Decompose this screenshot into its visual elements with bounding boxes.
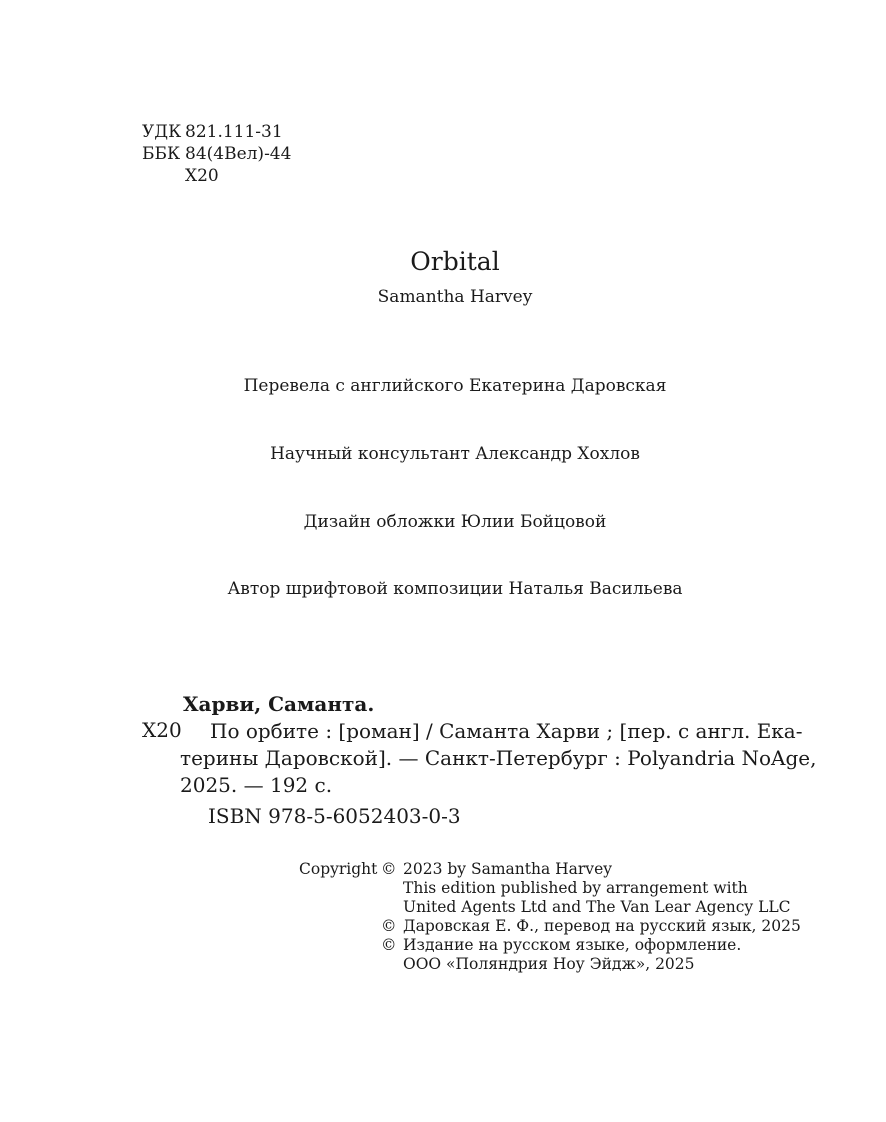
copyright-entry-2-line-1: Даровская Е. Ф., перевод на русский язык, 2025 bbox=[403, 917, 801, 935]
bbk-value: 84(4Вел)-44 bbox=[185, 144, 292, 164]
bib-author-mark: Х20 bbox=[142, 718, 182, 742]
consultant-credit: Научный консультант Александр Хохлов bbox=[270, 444, 640, 464]
copyright-entry-3-line-1: Издание на русском языке, оформление. bbox=[403, 936, 742, 954]
udk-label: УДК bbox=[142, 122, 182, 142]
copyright-entry-3-line-2: ООО «Поляндрия Ноу Эйдж», 2025 bbox=[403, 955, 695, 973]
bib-line-3: 2025. — 192 с. bbox=[180, 773, 333, 797]
author-mark: Х20 bbox=[185, 166, 219, 186]
copyright-entry-1-line-3: United Agents Ltd and The Van Lear Agency LLC bbox=[403, 898, 791, 916]
isbn: ISBN 978-5-6052403-0-3 bbox=[208, 804, 461, 828]
font-composition-credit: Автор шрифтовой композиции Наталья Васильева bbox=[227, 579, 683, 599]
copyright-symbol-3: © bbox=[381, 936, 397, 954]
original-author: Samantha Harvey bbox=[377, 287, 533, 307]
udk-value: 821.111-31 bbox=[185, 122, 283, 142]
bib-author-heading: Харви, Саманта. bbox=[183, 692, 375, 716]
bib-line-1: По орбите : [роман] / Саманта Харви ; [пер. с англ. Ека- bbox=[210, 719, 803, 743]
bbk-label: ББК bbox=[142, 144, 181, 164]
copyright-entry-1-line-1: 2023 by Samantha Harvey bbox=[403, 860, 612, 878]
translator-credit: Перевела с английского Екатерина Даровская bbox=[243, 376, 667, 396]
original-title: Orbital bbox=[410, 247, 500, 276]
cover-design-credit: Дизайн обложки Юлии Бойцовой bbox=[303, 512, 607, 532]
copyright-symbol-2: © bbox=[381, 917, 397, 935]
bib-line-2: терины Даровской]. — Санкт-Петербург : Polyandria NoAge, bbox=[180, 746, 817, 770]
copyright-symbol-1: © bbox=[381, 860, 397, 878]
copyright-label: Copyright bbox=[299, 860, 378, 878]
copyright-entry-1-line-2: This edition published by arrangement with bbox=[403, 879, 748, 897]
